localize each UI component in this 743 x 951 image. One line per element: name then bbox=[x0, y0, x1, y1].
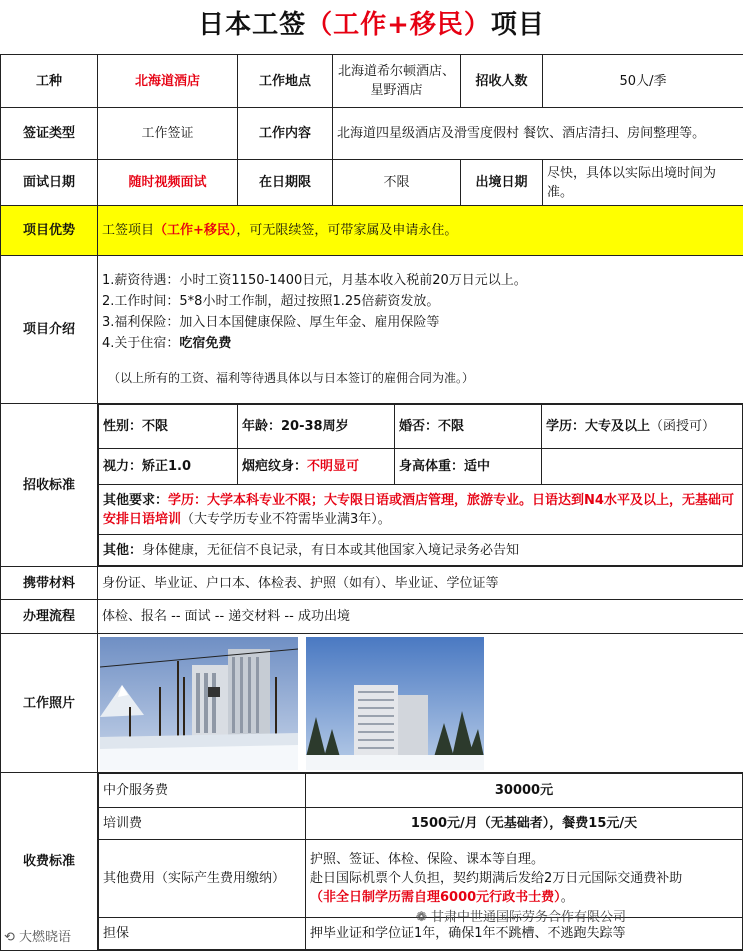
project-table bbox=[0, 54, 743, 951]
basic-row-2 bbox=[1, 108, 743, 160]
req-vision: 视力：矫正1.0 bbox=[99, 449, 238, 485]
requirements-subtable bbox=[98, 404, 743, 566]
req-other-value: 身体健康，无征信不良记录，有日本或其他国家入境记录务必告知 bbox=[142, 543, 519, 558]
title-highlight: （工作+移民） bbox=[306, 10, 491, 40]
intro-label: 项目介绍 bbox=[1, 256, 98, 404]
location-label: 工作地点 bbox=[238, 55, 333, 108]
req-empty bbox=[542, 449, 743, 485]
materials-label: 携带材料 bbox=[1, 567, 98, 600]
req-height: 身高体重：适中 bbox=[395, 449, 542, 485]
req-scar-value: 不明显可 bbox=[307, 459, 359, 474]
process-label: 办理流程 bbox=[1, 600, 98, 634]
departure-value: 尽快，具体以实际出境时间为准。 bbox=[543, 160, 743, 206]
basic-row-3 bbox=[1, 160, 743, 206]
guarantee-value: 押毕业证和学位证1年，确保1年不跳槽、不逃跑失踪等 bbox=[306, 918, 743, 950]
req-other-req-label: 其他要求： bbox=[103, 493, 168, 508]
materials-value: 身份证、毕业证、户口本、体检表、护照（如有）、毕业证、学位证等 bbox=[98, 567, 743, 600]
stay-value: 不限 bbox=[333, 160, 461, 206]
intro-note: （以上所有的工资、福利等待遇具体以与日本签订的雇佣合同为准。） bbox=[102, 369, 739, 388]
fees-row bbox=[1, 773, 743, 951]
advantage-row bbox=[1, 206, 743, 256]
advantage-label: 项目优势 bbox=[1, 206, 98, 256]
photos-label: 工作照片 bbox=[1, 634, 98, 773]
requirements-grid bbox=[98, 404, 743, 567]
intro-line-4-label: 4.关于住宿： bbox=[102, 336, 179, 351]
req-education-note: （函授可） bbox=[650, 419, 715, 434]
photos-row bbox=[1, 634, 743, 773]
watermark-right-text: 甘肃中世通国际劳务合作有限公司 bbox=[431, 910, 626, 925]
req-other-req-note: （大专学历专业不符需毕业满3年）。 bbox=[181, 512, 391, 527]
requirements-label: 招收标准 bbox=[1, 404, 98, 567]
stay-label: 在日期限 bbox=[238, 160, 333, 206]
req-marital: 婚否：不限 bbox=[395, 405, 542, 449]
location-value: 北海道希尔顿酒店、星野酒店 bbox=[333, 55, 461, 108]
watermark-left-icon: ⟲ bbox=[4, 930, 19, 945]
intro-line-1: 1.薪资待遇：小时工资1150-1400日元，月基本收入税前20万日元以上。 bbox=[102, 271, 739, 290]
agency-fee-value: 30000元 bbox=[306, 774, 743, 808]
interview-value: 随时视频面试 bbox=[98, 160, 238, 206]
guarantee-label: 担保 bbox=[99, 918, 306, 950]
intro-line-2: 2.工作时间：5*8小时工作制，超过按照1.25倍薪资发放。 bbox=[102, 292, 739, 311]
training-fee-value bbox=[306, 808, 743, 840]
req-education bbox=[542, 405, 743, 449]
req-other-label: 其他： bbox=[103, 543, 142, 558]
training-fee-main: 1500元/月（无基础者）， bbox=[411, 816, 562, 831]
intro-line-4-value: 吃宿免费 bbox=[179, 336, 231, 351]
fees-label: 收费标准 bbox=[1, 773, 98, 951]
other-fee-line-3 bbox=[310, 888, 738, 907]
intro-line-4 bbox=[102, 334, 739, 353]
req-age: 年龄：20-38周岁 bbox=[238, 405, 395, 449]
title-prefix: 日本工签 bbox=[198, 10, 306, 40]
photos-cell bbox=[98, 634, 743, 773]
advantage-text-1: 工签项目 bbox=[102, 223, 154, 238]
req-education-main: 学历：大专及以上 bbox=[546, 419, 650, 434]
hotel-photo-1 bbox=[100, 637, 298, 770]
advantage-text-2: （工作+移民） bbox=[154, 223, 236, 238]
departure-label: 出境日期 bbox=[461, 160, 543, 206]
visa-label: 签证类型 bbox=[1, 108, 98, 160]
req-other-req-main: 学历：大学本科专业不限；大专限日语或酒店管理，旅游专业。日语达到N4水平及以上，无基础可安排日语培训 bbox=[103, 493, 734, 527]
watermark-right bbox=[416, 906, 626, 925]
intro-content bbox=[98, 256, 743, 404]
req-gender: 性别：不限 bbox=[99, 405, 238, 449]
training-fee-meal: 餐费15元/天 bbox=[562, 816, 637, 831]
basic-row-1 bbox=[1, 55, 743, 108]
content-value: 北海道四星级酒店及滑雪度假村 餐饮、酒店清扫、房间整理等。 bbox=[333, 108, 743, 160]
req-other bbox=[99, 535, 743, 566]
job-type-label: 工种 bbox=[1, 55, 98, 108]
interview-label: 面试日期 bbox=[1, 160, 98, 206]
materials-row bbox=[1, 567, 743, 600]
content-label: 工作内容 bbox=[238, 108, 333, 160]
agency-fee-label: 中介服务费 bbox=[99, 774, 306, 808]
page-title bbox=[0, 0, 743, 52]
req-other-requirements bbox=[99, 485, 743, 535]
intro-row bbox=[1, 256, 743, 404]
requirements-row bbox=[1, 404, 743, 567]
intro-line-3: 3.福利保险：加入日本国健康保险、厚生年金、雇用保险等 bbox=[102, 313, 739, 332]
process-row bbox=[1, 600, 743, 634]
advantage-text-3: ，可无限续签，可带家属及申请永住。 bbox=[236, 223, 457, 238]
title-suffix: 项目 bbox=[491, 10, 545, 40]
other-fee-line-2: 赴日国际机票个人负担，契约期满后发给2万日元国际交通费补助 bbox=[310, 869, 738, 888]
req-scar-label: 烟疤纹身： bbox=[242, 459, 307, 474]
other-fee-line-3-main: （非全日制学历需自理6000元行政书士费） bbox=[310, 890, 561, 905]
watermark-left bbox=[4, 926, 71, 945]
req-scar bbox=[238, 449, 395, 485]
watermark-left-text: 大燃晓语 bbox=[19, 930, 71, 945]
training-fee-label: 培训费 bbox=[99, 808, 306, 840]
other-fee-line-1: 护照、签证、体检、保险、课本等自理。 bbox=[310, 850, 738, 869]
advantage-text bbox=[98, 206, 743, 256]
headcount-value: 50人/季 bbox=[543, 55, 743, 108]
hotel-photo-2 bbox=[306, 637, 484, 770]
process-value: 体检、报名 -- 面试 -- 递交材料 -- 成功出境 bbox=[98, 600, 743, 634]
headcount-label: 招收人数 bbox=[461, 55, 543, 108]
other-fee-label: 其他费用（实际产生费用缴纳） bbox=[99, 840, 306, 918]
other-fee-line-3-end: 。 bbox=[561, 890, 574, 905]
job-type-value: 北海道酒店 bbox=[98, 55, 238, 108]
wechat-icon: ❁ bbox=[416, 910, 431, 925]
visa-value: 工作签证 bbox=[98, 108, 238, 160]
